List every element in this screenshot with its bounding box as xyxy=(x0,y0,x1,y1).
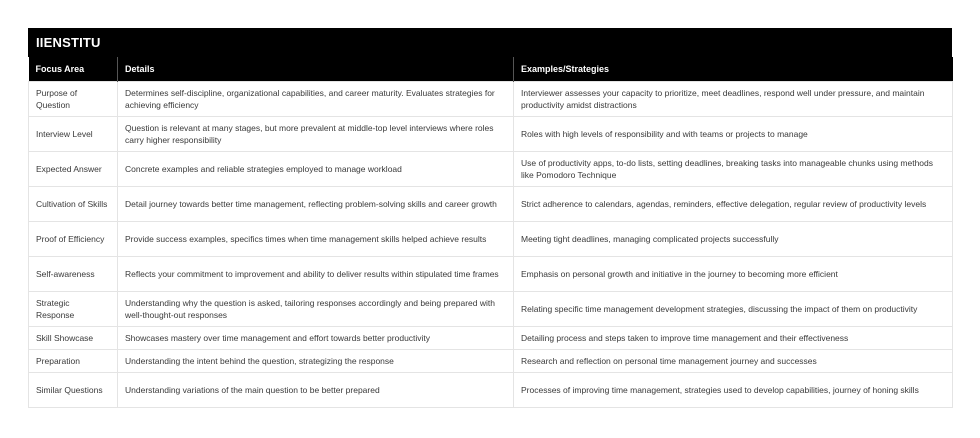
cell-examples: Roles with high levels of responsibility and with teams or projects to manage xyxy=(514,117,953,152)
cell-focus-area: Expected Answer xyxy=(29,152,118,187)
cell-details: Question is relevant at many stages, but more prevalent at middle-top level interviews where roles carry higher responsibility xyxy=(118,117,514,152)
content-table-container xyxy=(28,28,952,408)
column-header-details: Details xyxy=(118,57,514,82)
cell-details: Determines self-discipline, organizational capabilities, and career maturity. Evaluates strategies for achieving efficiency xyxy=(118,82,514,117)
cell-focus-area: Preparation xyxy=(29,350,118,373)
cell-examples: Emphasis on personal growth and initiative in the journey to becoming more efficient xyxy=(514,257,953,292)
focus-area-table xyxy=(28,57,953,408)
cell-examples: Detailing process and steps taken to improve time management and their effectiveness xyxy=(514,327,953,350)
cell-examples: Relating specific time management development strategies, discussing the impact of them on productivity xyxy=(514,292,953,327)
cell-details: Understanding the intent behind the question, strategizing the response xyxy=(118,350,514,373)
cell-details: Concrete examples and reliable strategies employed to manage workload xyxy=(118,152,514,187)
cell-focus-area: Cultivation of Skills xyxy=(29,187,118,222)
cell-examples: Research and reflection on personal time management journey and successes xyxy=(514,350,953,373)
cell-focus-area: Purpose of Question xyxy=(29,82,118,117)
cell-details: Understanding why the question is asked, tailoring responses accordingly and being prepared with well-thought-out responses xyxy=(118,292,514,327)
cell-focus-area: Proof of Efficiency xyxy=(29,222,118,257)
table-row xyxy=(29,187,953,222)
table-row xyxy=(29,292,953,327)
table-header-row xyxy=(29,57,953,82)
cell-focus-area: Similar Questions xyxy=(29,373,118,408)
brand-header: IIENSTITU xyxy=(28,28,952,57)
cell-examples: Processes of improving time management, strategies used to develop capabilities, journey of honing skills xyxy=(514,373,953,408)
table-row xyxy=(29,222,953,257)
table-row xyxy=(29,350,953,373)
column-header-focus-area: Focus Area xyxy=(29,57,118,82)
cell-details: Understanding variations of the main question to be better prepared xyxy=(118,373,514,408)
cell-examples: Use of productivity apps, to-do lists, setting deadlines, breaking tasks into manageable chunks using methods like Pomodoro Technique xyxy=(514,152,953,187)
cell-examples: Strict adherence to calendars, agendas, reminders, effective delegation, regular review of productivity levels xyxy=(514,187,953,222)
cell-details: Reflects your commitment to improvement and ability to deliver results within stipulated time frames xyxy=(118,257,514,292)
cell-focus-area: Strategic Response xyxy=(29,292,118,327)
table-row xyxy=(29,257,953,292)
cell-details: Detail journey towards better time management, reflecting problem-solving skills and career growth xyxy=(118,187,514,222)
cell-focus-area: Interview Level xyxy=(29,117,118,152)
table-row xyxy=(29,152,953,187)
cell-focus-area: Skill Showcase xyxy=(29,327,118,350)
table-row xyxy=(29,373,953,408)
cell-details: Provide success examples, specifics times when time management skills helped achieve results xyxy=(118,222,514,257)
column-header-examples: Examples/Strategies xyxy=(514,57,953,82)
table-row xyxy=(29,117,953,152)
table-row xyxy=(29,327,953,350)
table-row xyxy=(29,82,953,117)
cell-examples: Interviewer assesses your capacity to prioritize, meet deadlines, respond well under pressure, and maintain productivity amidst distractions xyxy=(514,82,953,117)
cell-examples: Meeting tight deadlines, managing complicated projects successfully xyxy=(514,222,953,257)
cell-details: Showcases mastery over time management and effort towards better productivity xyxy=(118,327,514,350)
cell-focus-area: Self-awareness xyxy=(29,257,118,292)
